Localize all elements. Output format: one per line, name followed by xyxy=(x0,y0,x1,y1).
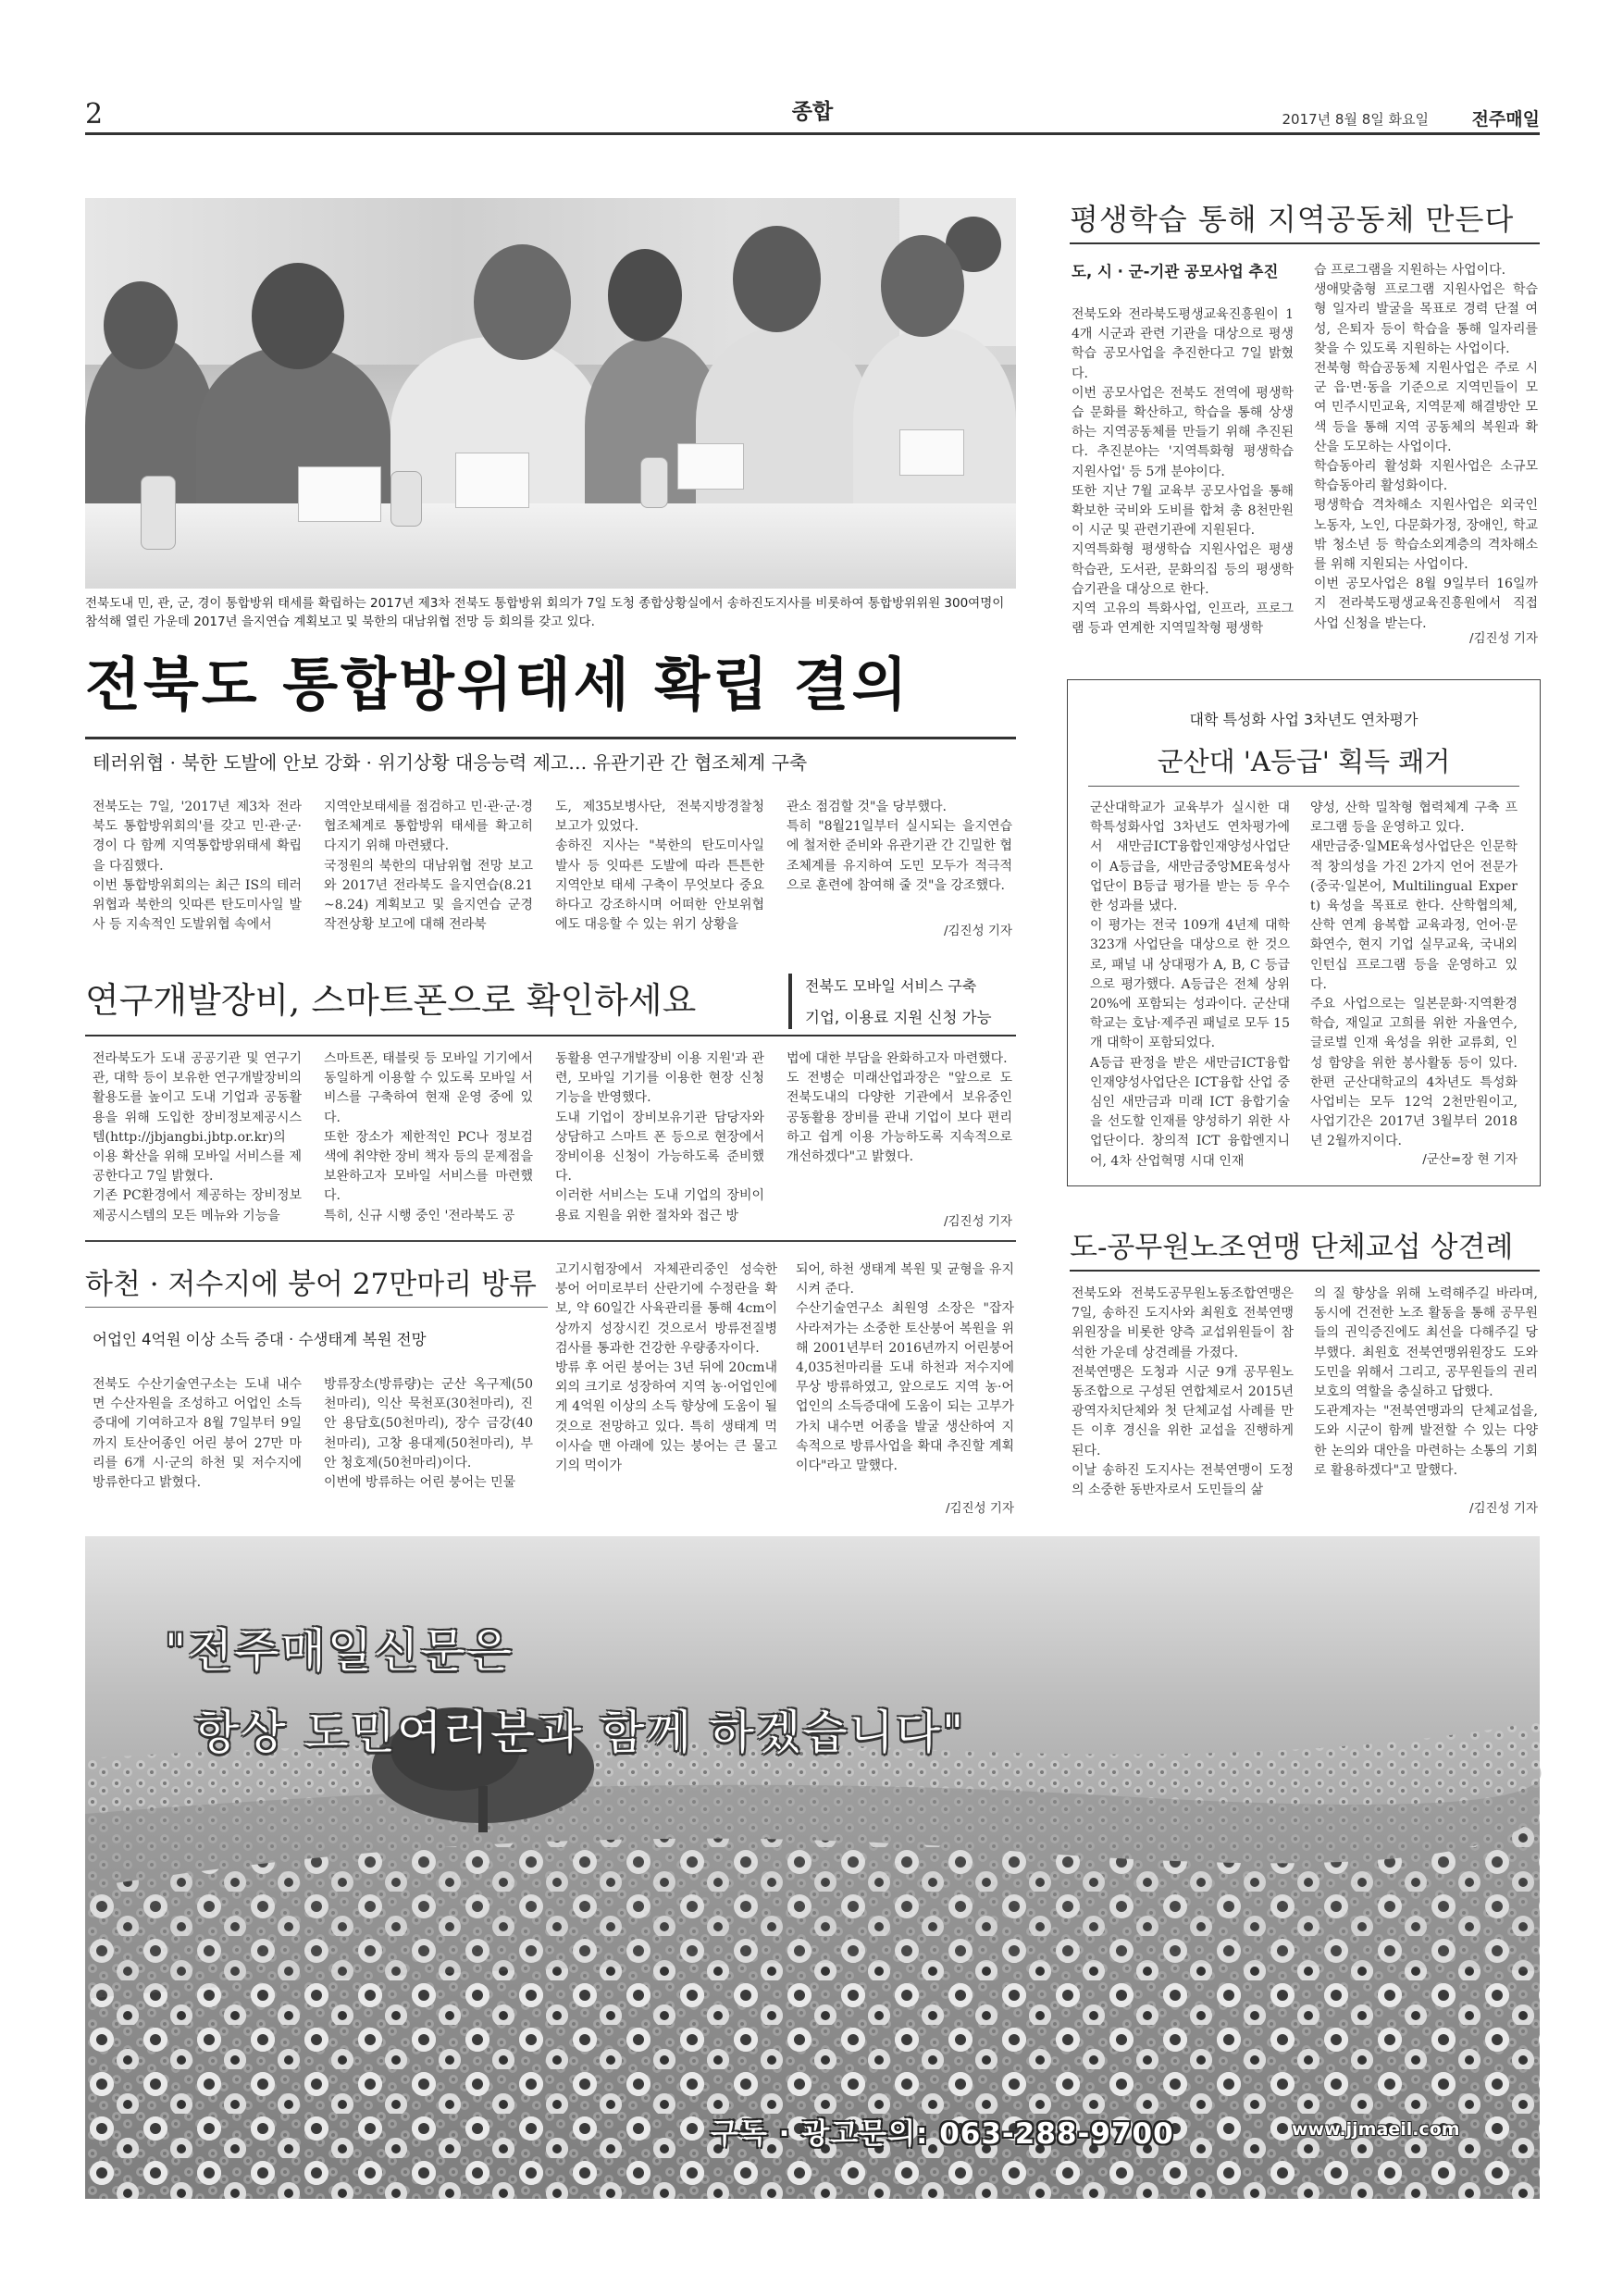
union-column-2: 의 질 향상을 위해 노력해주길 바라며, 동시에 건전한 노조 활동을 통해 공무원들의 권익증진에도 최선을 다해주길 당부했다. 최원호 전북연맹위원장도 도와 도민을 위해서 그리고, 공무원들의 권리보호의 역할을 충실하고 답했다. 도관계자는 "전북연맹과의 단체교섭을, 도와 시군이 함께 발전할 수 있는 다양한 논의와 대안을 마련하는 소통의 기회로 활용하겠다"고 말했다. xyxy=(1314,1286,1538,1478)
kunsan-headline: 군산대 'A등급' 획득 쾌거 xyxy=(1157,746,1451,777)
kunsan-column-2: 양성, 산학 밀착형 협력체계 구축 프로그램 등을 운영하고 있다. 새만금중·일ME육성사업단은 인문학적 창의성을 가진 2가지 언어 전문가(중국·일본어, Multilingual Expert) 육성을 목표로 한다. 산학협의체, 산학 연계 융복합 교육과정, 언어·문화연수, 현지 기업 실무교육, 국내외 인턴십 프로그램 등을 운영하고 있다. 주요 사업으로는 일본문화·지역환경 학습, 재일교 고희를 위한 자율연수, 글로벌 인재 육성을 위한 교류회, 인성 함양을 위한 봉사활동 등이 있다. 한편 군산대학교의 4차년도 특성화사업비는 모두 12억 2천만원이고, 사업기간은 2017년 3월부터 2018년 2월까지이다. xyxy=(1310,800,1518,1149)
equipment-column-1: 전라북도가 도내 공공기관 및 연구기관, 대학 등이 보유한 연구개발장비의 활용도를 높이고 도내 기업과 공동활용을 위해 도입한 장비정보제공시스템(http://jbjangbi.jbtp.or.kr)의 이용 확산을 위해 모바일 서비스를 제공한다고 7일 밝혔다. 기존 PC환경에서 제공하는 장비정보제공시스템의 모든 메뉴와 기능을 xyxy=(93,1051,302,1223)
lead-column-1: 전북도는 7일, '2017년 제3차 전라북도 통합방위회의'를 갖고 민·관·군·경이 다 함께 지역통합방위태세 확립을 다짐했다. 이번 통합방위회의는 최근 IS의 테러위협과 북한의 잇따른 탄도미사일 발사 등 지속적인 도발위협 속에서 xyxy=(93,800,302,933)
kunsan-univ-box xyxy=(1067,679,1541,1186)
kunsan-kicker: 대학 특성화 사업 3차년도 연차평가 xyxy=(1189,711,1419,728)
carp-release-column-1: 전북도 수산기술연구소는 도내 내수면 수산자원을 조성하고 어업인 소득증대에 기여하고자 8월 7일부터 9일까지 토산어종인 어린 붕어 27만 마리를 6개 시·군의 하천 및 저수지에 방류한다고 밝혔다. xyxy=(93,1377,302,1491)
lifelong-learning-headline: 평생학습 통해 지역공동체 만든다 xyxy=(1070,202,1515,237)
carp-release-column-3: 고기시험장에서 자체관리중인 성숙한 붕어 어미로부터 산란기에 수정란을 확보, 약 60일간 사육관리를 통해 4cm이상까지 성장시킨 것으로서 방류전질병검사를 통과한 건강한 우량종자이다. 방류 후 어린 붕어는 3년 뒤에 20cm내외의 크기로 성장하여 지역 농·어업인에게 4억원 이상의 소득 향상에 도움이 될 것으로 전망하고 있다. 특히 생태계 먹이사슬 맨 아래에 있는 붕어는 큰 물고기의 먹이가 xyxy=(555,1262,777,1474)
section-divider xyxy=(85,1240,1016,1242)
lifelong-learning-byline: /김진성 기자 xyxy=(1468,631,1538,646)
union-column-1: 전북도와 전북도공무원노동조합연맹은 7일, 송하진 도지사와 최원호 전북연맹 위원장을 비롯한 양측 교섭위원들이 참석한 가운데 상견례를 가졌다. 전북연맹은 도청과 시군 9개 공무원노동조합으로 구성된 연합체로서 2015년 광역자치단체와 첫 단체교섭 사례를 만든 이후 경신을 위한 교섭을 진행하게 된다. 이날 송하진 도지사는 전북연맹이 도정의 소중한 동반자로서 도민들의 삶 xyxy=(1072,1286,1294,1498)
equipment-subhead-bar xyxy=(788,974,792,1029)
lifelong-learning-rule xyxy=(1070,242,1540,244)
union-byline: /김진성 기자 xyxy=(1468,1501,1538,1516)
header-rule xyxy=(85,132,1540,135)
ad-slogan-line-2: 항상 도민여러분과 함께 하겠습니다" xyxy=(194,1706,966,1759)
union-headline: 도-공무원노조연맹 단체교섭 상견례 xyxy=(1070,1231,1514,1264)
ad-slogan-line-1: "전주매일신문은 xyxy=(165,1624,514,1678)
equipment-subhead-2: 기업, 이용료 지원 신청 가능 xyxy=(805,1009,992,1026)
lifelong-learning-subhead: 도, 시 · 군-기관 공모사업 추진 xyxy=(1072,263,1279,280)
union-rule xyxy=(1070,1270,1540,1272)
carp-release-byline: /김진성 기자 xyxy=(945,1501,1014,1516)
photo-caption: 전북도내 민, 관, 군, 경이 통합방위 태세를 확립하는 2017년 제3차 전북도 통합방위 회의가 7일 도청 종합상황실에서 송하진도지사를 비롯하여 통합방위위원 300여명이 참석해 열린 가운데 2017년 을지연습 계획보고 및 북한의 대남위협 전망 등 회의를 갖고 있다. xyxy=(85,596,1005,629)
kunsan-byline: /군산=장 현 기자 xyxy=(1422,1152,1518,1167)
carp-release-subhead: 어업인 4억원 이상 소득 증대 · 수생태계 복원 전망 xyxy=(93,1331,427,1348)
lead-column-3: 도, 제35보병사단, 전북지방경찰청 보고가 있었다. 송하진 지사는 "북한의 탄도미사일 발사 등 잇따른 도발에 따라 튼튼한 지역안보 태세 구축이 무엇보다 중요하다고 강조하시며 어떠한 안보위협에도 대응할 수 있는 위기 상황을 xyxy=(555,800,764,933)
section-name: 종합 xyxy=(791,100,834,124)
lead-byline: /김진성 기자 xyxy=(943,924,1012,938)
equipment-headline: 연구개발장비, 스마트폰으로 확인하세요 xyxy=(85,980,697,1021)
lead-rule xyxy=(85,737,1016,739)
issue-date: 2017년 8월 8일 화요일 xyxy=(1282,111,1429,128)
lead-headline: 전북도 통합방위태세 확립 결의 xyxy=(85,651,911,718)
kunsan-column-1: 군산대학교가 교육부가 실시한 대학특성화사업 3차년도 연차평가에서 새만금ICT융합인재양성사업단이 A등급을, 새만금중앙ME육성사업단이 B등급 평가를 받는 등 우수한 성과를 냈다. 이 평가는 전국 109개 4년제 대학 323개 사업단을 대상으로 한 것으로, 패널 내 상대평가 A, B, C 등급으로 평가했다. A등급은 전체 상위 20%에 포함되는 성과이다. 군산대학교는 호남·제주권 패널로 모두 15개 대학이 포함되었다. A등급 판정을 받은 새만금ICT융합인재양성사업단은 ICT융합 산업 중심인 새만금과 미래 ICT 융합기술을 선도할 인재를 양성하기 위한 사업단이다. 창의적 ICT 융합엔지니어, 4차 산업혁명 시대 인재 xyxy=(1090,800,1290,1169)
page-header xyxy=(85,89,1540,144)
lead-column-4: 관소 점검할 것"을 당부했다. 특히 "8월21일부터 실시되는 을지연습에 철저한 준비와 유관기관 간 긴밀한 협조체계를 유지하여 도민 모두가 적극적으로 훈련에 참여해 줄 것"을 강조했다. xyxy=(787,800,1012,893)
equipment-byline: /김진성 기자 xyxy=(943,1214,1012,1229)
carp-release-headline: 하천 · 저수지에 붕어 27만마리 방류 xyxy=(85,1268,537,1301)
sunflower-advertisement xyxy=(85,1536,1540,2199)
equipment-subhead-1: 전북도 모바일 서비스 구축 xyxy=(805,977,977,995)
meeting-photo xyxy=(85,198,1016,589)
equipment-column-4: 법에 대한 부담을 완화하고자 마련했다. 도 전병순 미래산업과장은 "앞으로 도 전북도내의 다양한 기관에서 보유중인 공동활용 장비를 관내 기업이 보다 편리하고 쉽게 이용 가능하도록 지속적으로 개선하겠다"고 밝혔다. xyxy=(787,1051,1012,1165)
page-number: 2 xyxy=(85,98,104,130)
lead-column-2: 지역안보태세를 점검하고 민·관·군·경 협조체계로 통합방위 태세를 확고히 다지기 위해 마련됐다. 국정원의 북한의 대남위협 전망 보고와 2017년 전라북도 을지연습(8.21~8.24) 계획보고 및 을지연습 군경 작전상황 보고에 대해 전라북 xyxy=(324,800,533,933)
kunsan-rule xyxy=(1088,786,1519,787)
lifelong-learning-column-2: 습 프로그램을 지원하는 사업이다. 생애맞춤형 프로그램 지원사업은 학습형 일자리 발굴을 목표로 경력 단절 여성, 은퇴자 등이 학습을 통해 일자리를 찾을 수 있도록 지원하는 사업이다. 전북형 학습공동체 지원사업은 주로 시군 읍·면·동을 기준으로 지역민들이 모여 민주시민교육, 지역문제 해결방안 모색 등을 통해 지역 공동체의 복원과 확산을 도모하는 사업이다. 학습동아리 활성화 지원사업은 소규모 학습동아리 활성화이다. 평생학습 격차해소 지원사업은 외국인 노동자, 노인, 다문화가정, 장애인, 학교 밖 청소년 등 학습소외계층의 격차해소를 위해 지원되는 사업이다. 이번 공모사업은 8월 9일부터 16일까지 전라북도평생교육진흥원에서 직접 사업 신청을 받는다. xyxy=(1314,263,1538,631)
equipment-column-3: 동활용 연구개발장비 이용 지원'과 관련, 모바일 기기를 이용한 현장 신청 기능을 반영했다. 도내 기업이 장비보유기관 담당자와 상담하고 스마트 폰 등으로 현장에서 장비이용 신청이 가능하도록 준비했다. 이러한 서비스는 도내 기업의 장비이용료 지원을 위한 절차와 접근 방 xyxy=(555,1051,764,1223)
carp-release-column-2: 방류장소(방류량)는 군산 옥구제(50천마리), 익산 묵천포(30천마리), 진안 용담호(50천마리), 장수 금강(40천마리), 고창 용대제(50천마리), 부안 청호제(50천마리)이다. 이번에 방류하는 어린 붕어는 민물 xyxy=(324,1377,533,1491)
paper-name: 전주매일 xyxy=(1471,109,1540,130)
carp-release-column-4: 되어, 하천 생태계 복원 및 균형을 유지시켜 준다. 수산기술연구소 최원영 소장은 "잡자 사라져가는 소중한 토산붕어 복원을 위해 2001년부터 2016년까지 어린붕어 4,035천마리를 도내 하천과 저수지에 무상 방류하였고, 앞으로도 지역 농·어업인의 소득증대에 도움이 되는 고부가가치 내수면 어종을 발굴 생산하여 지속적으로 방류사업을 확대 추진할 계획이다"라고 말했다. xyxy=(796,1262,1014,1474)
ad-contact-phone: 구독 · 광고문의: 063-288-9700 xyxy=(711,2117,1174,2151)
lead-subhead: 테러위협 · 북한 도발에 안보 강화 · 위기상황 대응능력 제고… 유관기관 간 협조체계 구축 xyxy=(93,751,808,774)
lifelong-learning-column-1: 전북도와 전라북도평생교육진흥원이 14개 시군과 관련 기관을 대상으로 평생학습 공모사업을 추진한다고 7일 밝혔다. 이번 공모사업은 전북도 전역에 평생학습 문화를 확산하고, 학습을 통해 상생하는 지역공동체를 만들기 위해 추진된다. 추진분야는 '지역특화형 평생학습 지원사업' 등 5개 분야이다. 또한 지난 7월 교육부 공모사업을 통해 확보한 국비와 도비를 합쳐 총 8천만원이 시군 및 관련기관에 지원된다. 지역특화형 평생학습 지원사업은 평생학습관, 도서관, 문화의집 등의 평생학습기관을 대상으로 한다. 지역 고유의 특화사업, 인프라, 프로그램 등과 연계한 지역밀착형 평생학 xyxy=(1072,307,1294,637)
ad-website: www.jjmaeil.com xyxy=(1292,2119,1460,2140)
equipment-rule xyxy=(85,1035,1016,1036)
equipment-column-2: 스마트폰, 태블릿 등 모바일 기기에서 동일하게 이용할 수 있도록 모바일 서비스를 구축하여 현재 운영 중에 있다. 또한 장소가 제한적인 PC나 정보검색에 취약한 장비 책자 등의 문제점을 보완하고자 모바일 서비스를 마련했다. 특히, 신규 시행 중인 '전라북도 공 xyxy=(324,1051,533,1223)
carp-release-rule xyxy=(85,1307,548,1308)
